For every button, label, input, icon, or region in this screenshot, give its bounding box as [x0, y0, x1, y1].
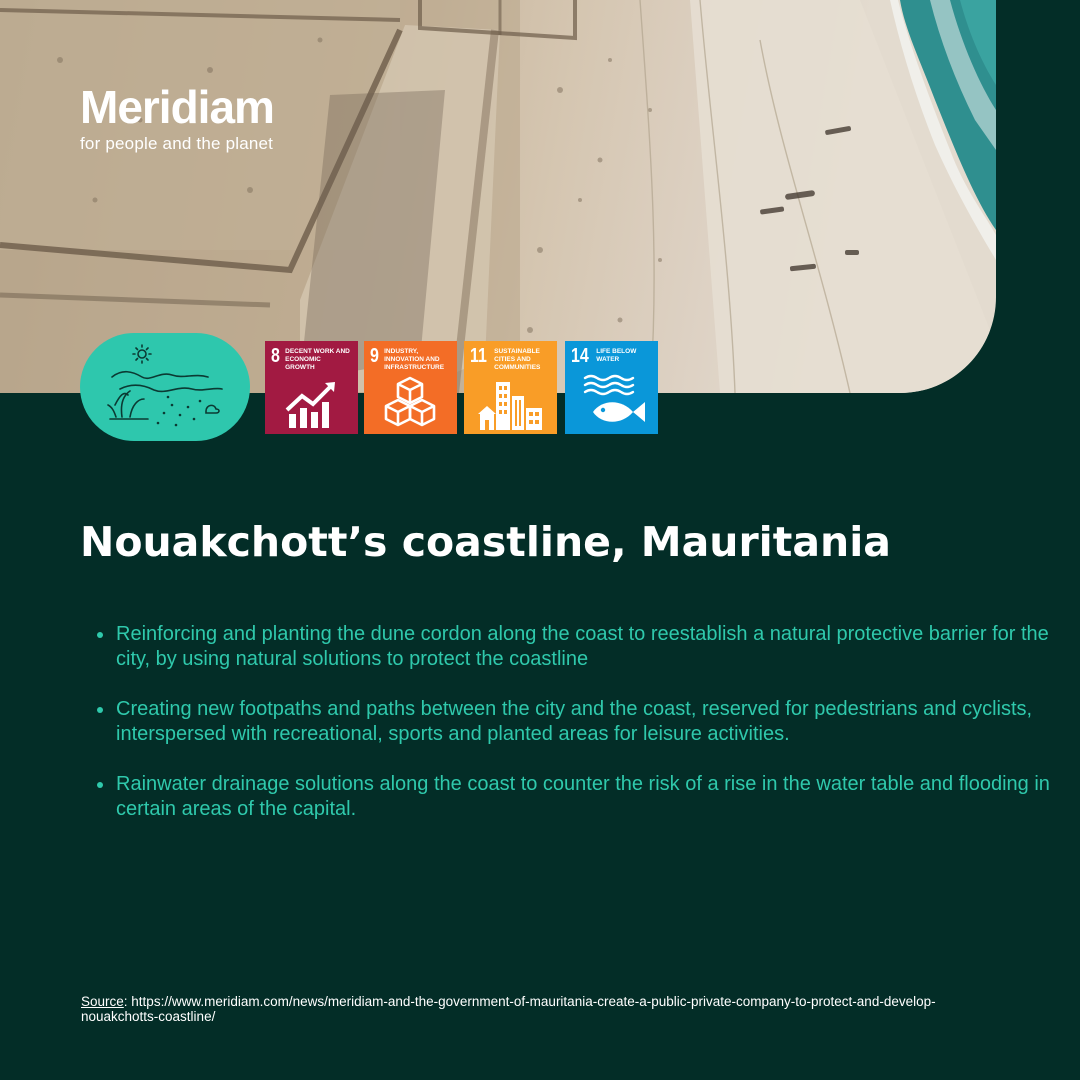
- source-label: Source: [81, 994, 124, 1009]
- sdg-tile-14: [565, 341, 658, 434]
- cubes-icon: [364, 370, 457, 434]
- fish-waves-icon: [565, 370, 658, 434]
- list-item-text: Rainwater drainage solutions along the coast to counter the risk of a rise in the water table and flooding in certain areas of the capital.: [116, 773, 1050, 820]
- sdg-label: DECENT WORK AND ECONOMIC GROWTH: [285, 348, 350, 371]
- growth-chart-icon: [265, 370, 358, 434]
- list-item: [96, 772, 1056, 822]
- list-item: [96, 622, 1056, 672]
- theme-badge: [80, 333, 250, 441]
- sdg-number: 11: [470, 345, 487, 367]
- brand-tagline: for people and the planet: [80, 134, 274, 153]
- brand-name: Meridiam: [80, 81, 274, 133]
- bullet-dot-icon: [97, 707, 103, 713]
- bullet-list: [96, 622, 1056, 847]
- city-buildings-icon: [464, 370, 557, 434]
- bullet-dot-icon: [97, 632, 103, 638]
- source-citation: Source: https://www.meridiam.com/news/meridiam-and-the-government-of-mauritania-create-a-public-private-company-to-protect-and-develop-nouakchotts-coastline/: [81, 994, 936, 1024]
- list-item-text: Reinforcing and planting the dune cordon along the coast to reestablish a natural protective barrier for the city, by using natural solutions to protect the coastline: [116, 623, 1049, 670]
- sdg-label: LIFE BELOW WATER: [596, 348, 637, 363]
- coastline-landscape-icon: [80, 333, 250, 441]
- sdg-tile-11: [464, 341, 557, 434]
- sdg-number: 14: [571, 345, 589, 367]
- source-url[interactable]: https://www.meridiam.com/news/meridiam-and-the-government-of-mauritania-create-a-public-private-company-to-protect-and-develop-nouakchotts-coastline/: [81, 994, 936, 1024]
- sdg-tile-9: [364, 341, 457, 434]
- sdg-number: 8: [271, 345, 280, 367]
- bullet-dot-icon: [97, 782, 103, 788]
- sdg-tile-8: [265, 341, 358, 434]
- list-item: [96, 697, 1056, 747]
- sdg-label: SUSTAINABLE CITIES AND COMMUNITIES: [494, 348, 541, 371]
- page-title: Nouakchott’s coastline, Mauritania: [80, 518, 891, 566]
- list-item-text: Creating new footpaths and paths between the city and the coast, reserved for pedestrians and cyclists, interspersed with recreational, sports and planted areas for leisure activities.: [116, 698, 1033, 745]
- sdg-label: INDUSTRY, INNOVATION AND INFRASTRUCTURE: [384, 348, 445, 371]
- sdg-number: 9: [370, 345, 379, 367]
- brand-logo: [80, 81, 350, 154]
